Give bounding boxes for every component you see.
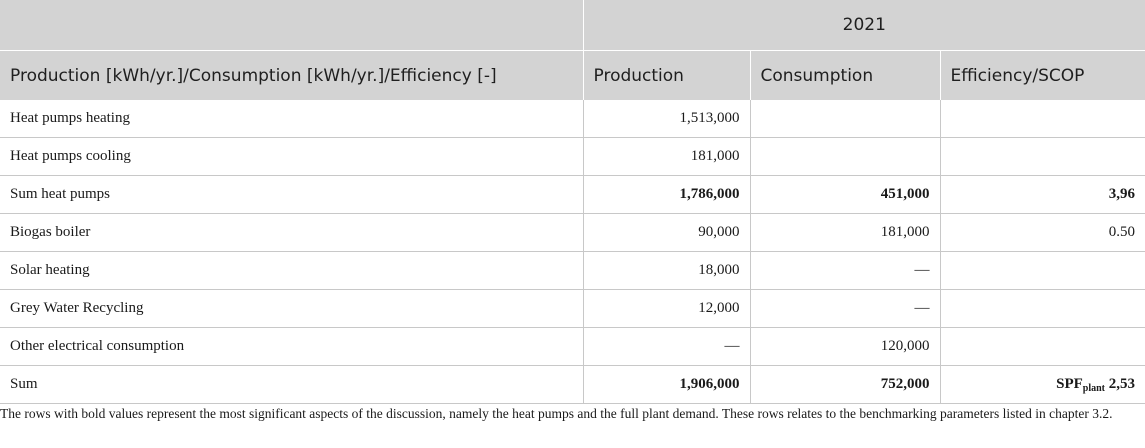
efficiency-cell: 0.50	[940, 214, 1145, 252]
consumption-cell: 181,000	[750, 214, 940, 252]
production-cell: 181,000	[583, 138, 750, 176]
production-cell: 1,513,000	[583, 100, 750, 138]
column-header-production: Production	[583, 51, 750, 101]
production-cell: 18,000	[583, 252, 750, 290]
efficiency-cell	[940, 100, 1145, 138]
consumption-cell: 120,000	[750, 328, 940, 366]
spf-value: 2,53	[1108, 375, 1136, 392]
spf-subscript: plant	[1082, 382, 1106, 394]
efficiency-cell	[940, 366, 1145, 404]
production-cell: —	[583, 328, 750, 366]
header-year: 2021	[583, 0, 1145, 51]
row-label: Sum	[0, 366, 583, 404]
efficiency-cell	[940, 290, 1145, 328]
table-row	[0, 138, 1145, 176]
column-header-efficiency: Efficiency/SCOP	[940, 51, 1145, 101]
header-year-row	[0, 0, 1145, 51]
column-header-parameter: Production [kWh/yr.]/Consumption [kWh/yr.]/Efficiency [-]	[0, 51, 583, 101]
consumption-cell: 451,000	[750, 176, 940, 214]
table-row	[0, 290, 1145, 328]
consumption-cell	[750, 100, 940, 138]
production-cell: 90,000	[583, 214, 750, 252]
table-row	[0, 214, 1145, 252]
row-label: Heat pumps heating	[0, 100, 583, 138]
row-label: Grey Water Recycling	[0, 290, 583, 328]
production-cell: 1,786,000	[583, 176, 750, 214]
consumption-cell: —	[750, 252, 940, 290]
table-row	[0, 100, 1145, 138]
row-label: Solar heating	[0, 252, 583, 290]
consumption-cell	[750, 138, 940, 176]
header-columns-row	[0, 51, 1145, 101]
spf-symbol: SPF	[1056, 375, 1083, 392]
row-label: Other electrical consumption	[0, 328, 583, 366]
table-footnote: The rows with bold values represent the most significant aspects of the discussion, namely the heat pumps and the full plant demand. These rows relates to the benchmarking parameters listed in chapter 3.2.	[0, 406, 1113, 421]
consumption-cell: —	[750, 290, 940, 328]
efficiency-cell	[940, 138, 1145, 176]
table-row	[0, 176, 1145, 214]
production-cell: 12,000	[583, 290, 750, 328]
efficiency-cell: 3,96	[940, 176, 1145, 214]
row-label: Heat pumps cooling	[0, 138, 583, 176]
row-label: Sum heat pumps	[0, 176, 583, 214]
table-row	[0, 366, 1145, 404]
efficiency-cell	[940, 252, 1145, 290]
production-cell: 1,906,000	[583, 366, 750, 404]
table-row	[0, 328, 1145, 366]
row-label: Biogas boiler	[0, 214, 583, 252]
table-row	[0, 252, 1145, 290]
consumption-cell: 752,000	[750, 366, 940, 404]
column-header-consumption: Consumption	[750, 51, 940, 101]
header-empty-cell	[0, 0, 583, 51]
efficiency-cell	[940, 328, 1145, 366]
